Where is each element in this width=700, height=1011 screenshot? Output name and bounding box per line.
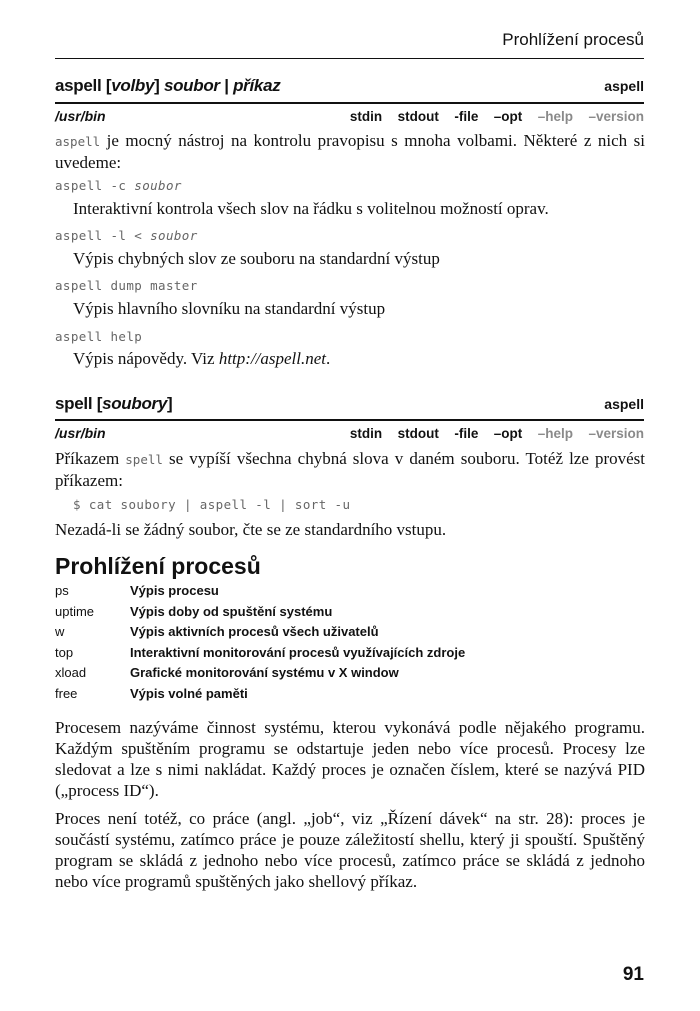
body-paragraph: Proces není totéž, co práce (angl. „job“, viz „Řízení dávek“ na str. 28): proces je součástí systému, zatímco práce je pouze záležitostí shellu, který ji spouští. Spuštěný program se skládá z jednoho nebo více procesů, zatímco práce se skládá z jednoho nebo více programů spuštěných jako shellový příkaz. — [55, 809, 645, 891]
flag-file: -file — [454, 426, 479, 441]
spell-flags — [339, 425, 644, 443]
spell-package: aspell — [604, 396, 644, 412]
running-header: Prohlížení procesů — [502, 30, 644, 49]
command-table — [55, 583, 465, 707]
example-description: Výpis hlavního slovníku na standardní výstup — [73, 299, 386, 318]
flag-version: –version — [588, 426, 644, 441]
aspell-url-link: http://aspell.net — [218, 349, 327, 368]
example-code: aspell dump master — [55, 278, 198, 293]
table-row: free Výpis volné paměti — [55, 685, 248, 701]
table-row: uptime Výpis doby od spuštění systému — [55, 603, 333, 619]
table-row: w Výpis aktivních procesů všech uživatelů — [55, 624, 379, 640]
header-rule — [55, 58, 644, 59]
spell-path: /usr/bin — [55, 425, 106, 441]
spell-note: Nezadá-li se žádný soubor, čte se ze standardního vstupu. — [55, 520, 447, 539]
example-code: aspell -l < soubor — [55, 228, 198, 243]
flag-stdin: stdin — [349, 426, 383, 441]
aspell-flags — [339, 108, 644, 126]
section-title: Prohlížení procesů — [55, 553, 261, 579]
example-description: Výpis chybných slov ze souboru na standardní výstup — [73, 249, 440, 268]
aspell-path: /usr/bin — [55, 108, 106, 124]
flag-file: -file — [454, 109, 479, 124]
table-row: ps Výpis procesu — [55, 583, 219, 598]
flag-stdin: stdin — [349, 109, 383, 124]
flag-help: –help — [537, 426, 574, 441]
aspell-synopsis: aspell [volby] soubor | příkaz — [55, 76, 281, 95]
example-description: Výpis nápovědy. Viz http://aspell.net. — [73, 349, 331, 368]
spell-synopsis-bar — [55, 394, 644, 416]
spell-example-code: $ cat soubory | aspell -l | sort -u — [73, 497, 351, 512]
table-row: xload Grafické monitorování systému v X window — [55, 665, 399, 681]
flag-stdout: stdout — [397, 426, 439, 441]
flag-opt: –opt — [493, 109, 523, 124]
spell-path-bar — [55, 419, 644, 445]
aspell-path-bar — [55, 102, 644, 128]
example-code: aspell help — [55, 329, 143, 344]
flag-help: –help — [537, 109, 574, 124]
spell-synopsis: spell [soubory] — [55, 394, 173, 413]
aspell-intro: aspell je mocný nástroj na kontrolu pravopisu s mnoha volbami. Některé z nich si uvedeme: — [55, 131, 645, 172]
example-description: Interaktivní kontrola všech slov na řádku s volitelnou možností oprav. — [73, 199, 549, 218]
aspell-package: aspell — [604, 78, 644, 94]
page-number: 91 — [622, 964, 644, 985]
flag-version: –version — [588, 109, 644, 124]
spell-intro: Příkazem spell se vypíší všechna chybná slova v daném souboru. Totéž lze provést příkazem: — [55, 449, 645, 490]
table-row: top Interaktivní monitorování procesů využívajících zdroje — [55, 644, 466, 660]
flag-stdout: stdout — [397, 109, 439, 124]
example-code: aspell -c soubor — [55, 178, 182, 193]
aspell-synopsis-bar — [55, 76, 644, 98]
flag-opt: –opt — [493, 426, 523, 441]
body-paragraph: Procesem nazýváme činnost systému, kterou vykonává podle nějakého programu. Každým spuštěním programu se odstartuje jeden nebo více procesů. Procesy lze sledovat a lze s nimi nakládat. Každý proces je označen číslem, které se nazývá PID („process ID“). — [55, 718, 645, 800]
